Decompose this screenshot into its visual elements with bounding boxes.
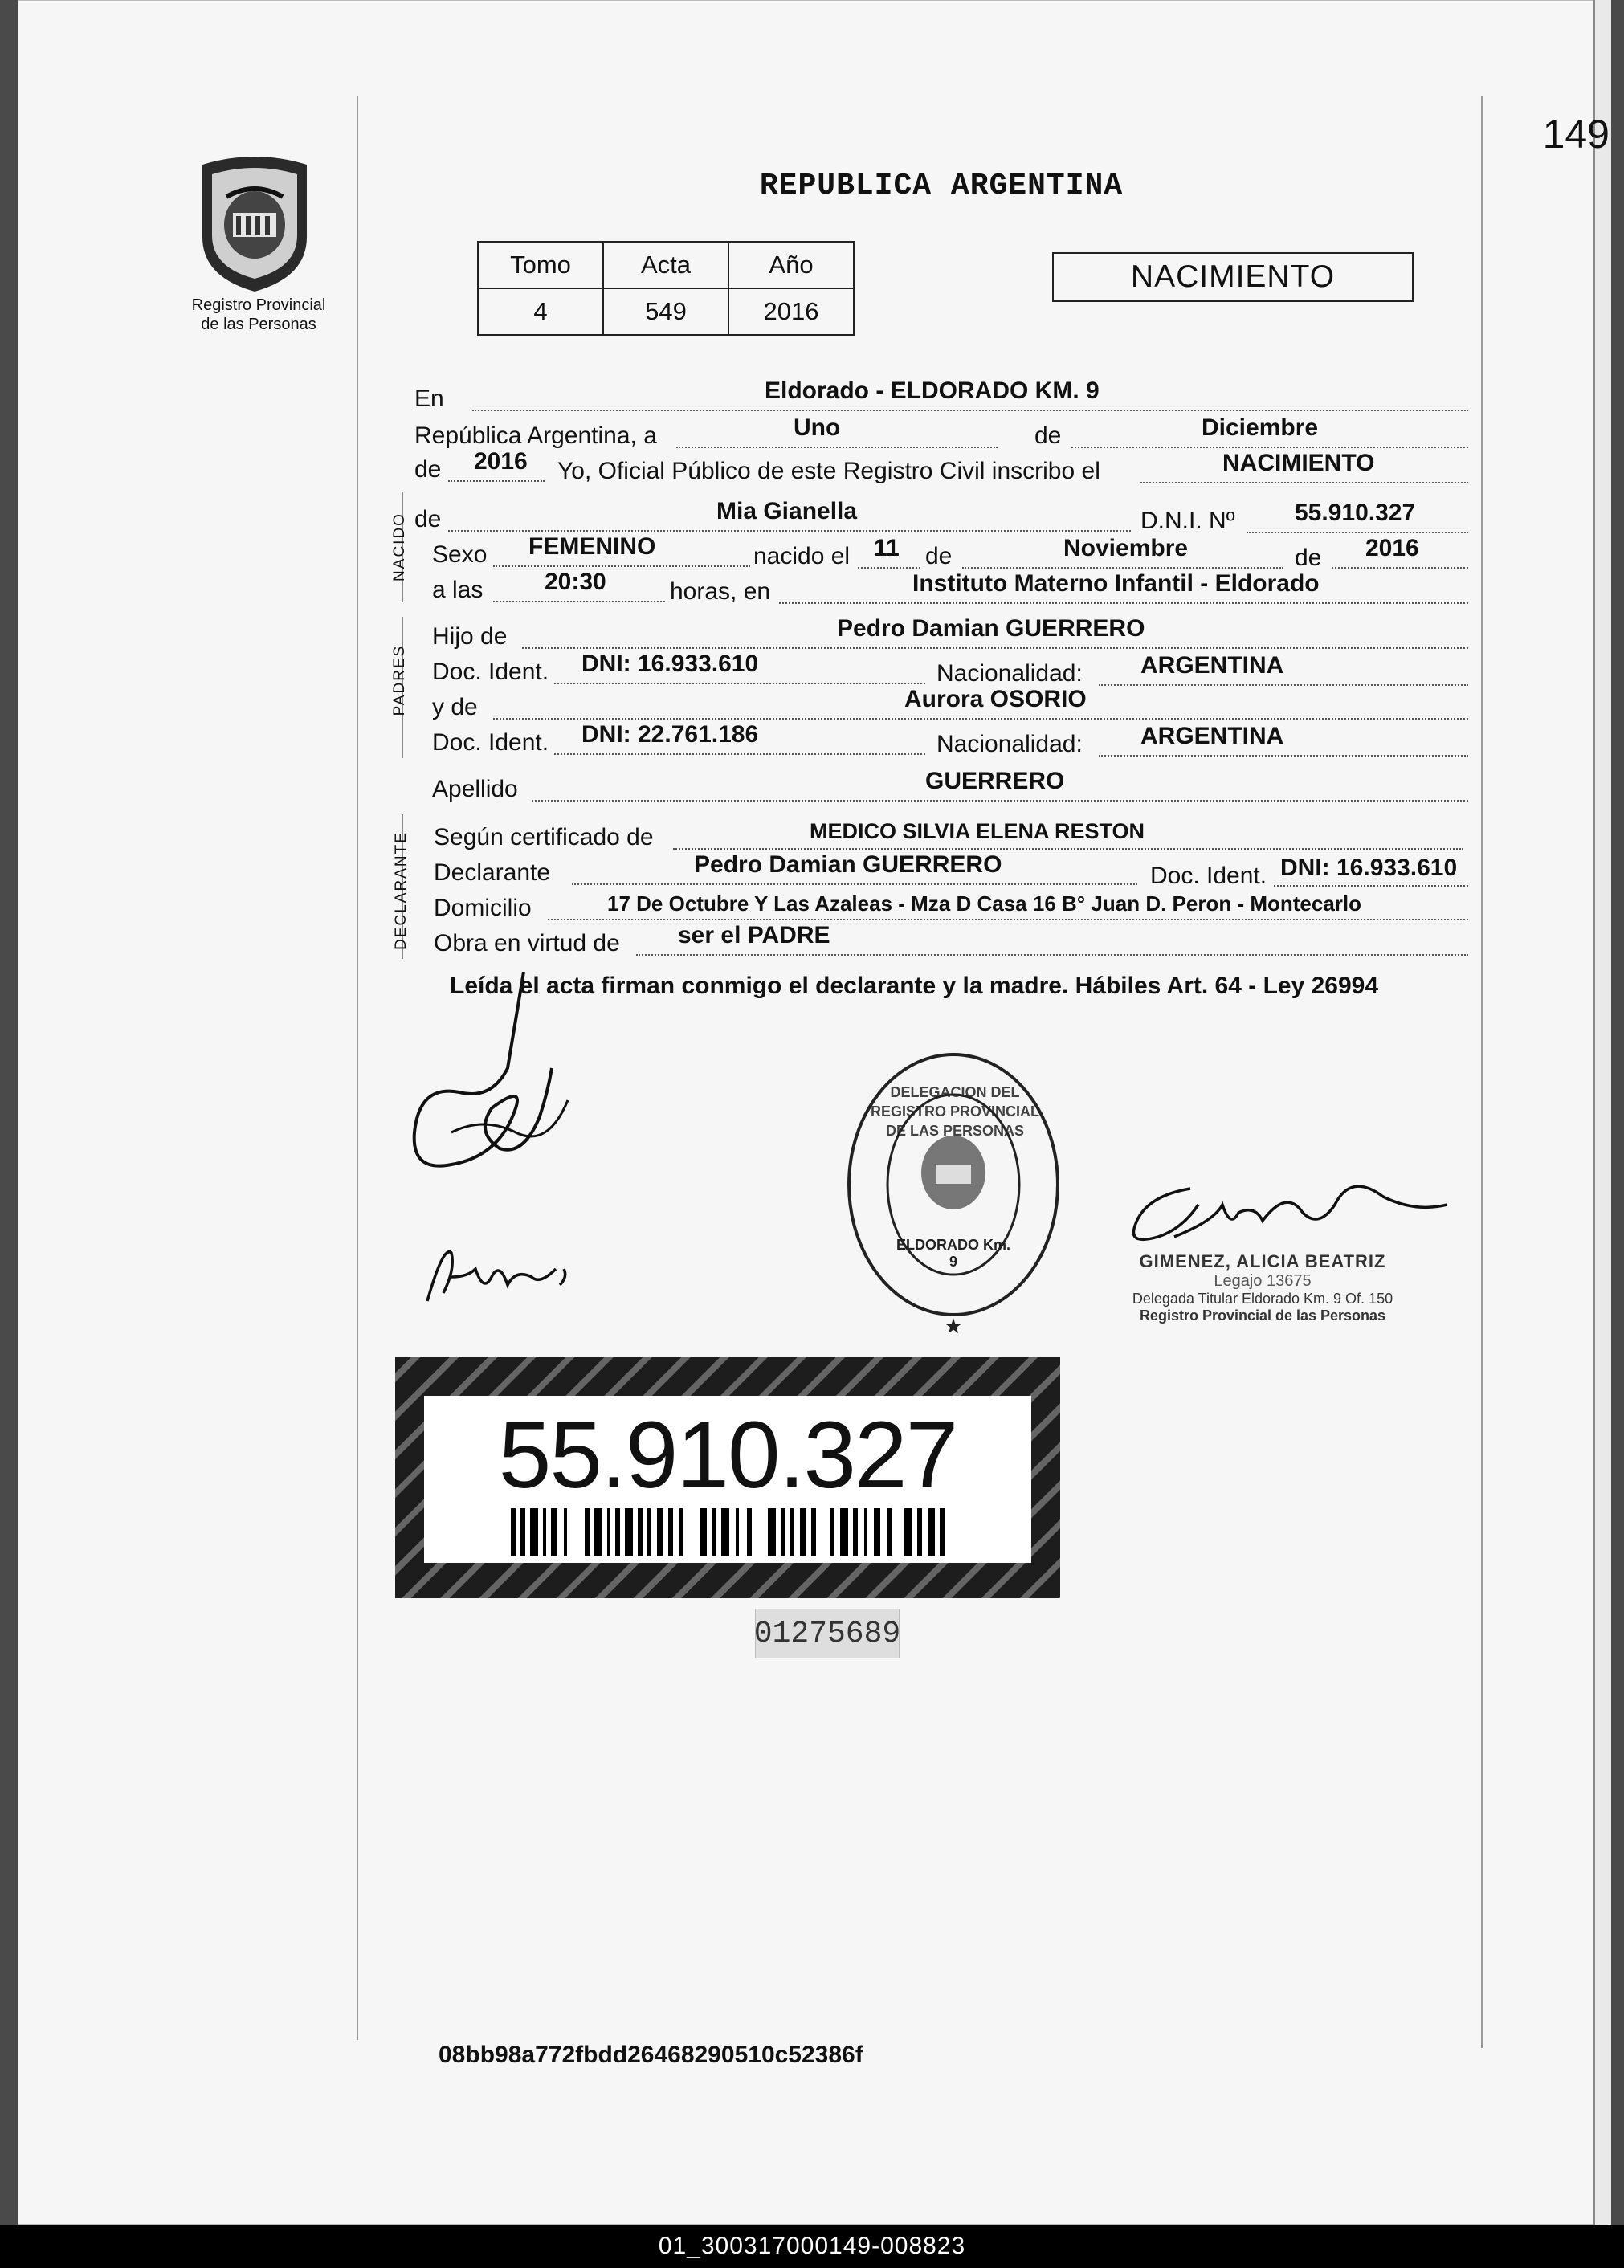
page-number: 149 (1542, 112, 1610, 157)
dots-tipo (1140, 482, 1468, 483)
label-yo: Yo, Oficial Público de este Registro Civil inscribo el (557, 458, 1100, 484)
dots-dia (676, 447, 998, 448)
serial-sticker: 01275689 (755, 1609, 900, 1658)
svg-text:★: ★ (944, 1314, 963, 1338)
right-margin-line (1481, 96, 1483, 2048)
value-domicilio: 17 De Octubre Y Las Azaleas - Mza D Casa 16 B° Juan D. Peron - Montecarlo (607, 891, 1362, 916)
dots-lugar-nac (779, 602, 1468, 604)
dots-hora (493, 601, 665, 602)
dots-nac-mes (962, 567, 1283, 569)
value-dni: 55.910.327 (1295, 500, 1416, 526)
section-label-declarante: DECLARANTE (393, 831, 410, 950)
value-tomo: 4 (478, 288, 603, 335)
dots-sexo (493, 565, 750, 567)
value-declarante-doc: DNI: 16.933.610 (1280, 855, 1458, 881)
dots-declarante (572, 883, 1137, 885)
dots-padre-doc (554, 683, 925, 684)
dots-padre (522, 647, 1468, 649)
dots-certificado (673, 848, 1463, 850)
label-domicilio: Domicilio (434, 895, 532, 921)
value-madre-nac: ARGENTINA (1140, 723, 1284, 749)
dots-obra (636, 954, 1468, 956)
madre-signature (419, 1237, 580, 1309)
dots-madre-doc (554, 753, 925, 755)
label-hijo-de: Hijo de (432, 623, 508, 650)
label-sexo: Sexo (432, 541, 488, 568)
label-declarante: Declarante (434, 859, 551, 886)
header-tomo: Tomo (478, 242, 603, 288)
label-de-anio: de (414, 456, 442, 483)
dots-mes (1071, 447, 1468, 448)
official-name: GIMENEZ, ALICIA BEATRIZ (1139, 1251, 1386, 1271)
label-obra: Obra en virtud de (434, 930, 620, 957)
value-tipo: NACIMIENTO (1222, 450, 1375, 476)
logo-caption (170, 296, 347, 334)
declarante-signature (403, 972, 580, 1261)
label-doc-ident-padre: Doc. Ident. (432, 659, 549, 685)
label-nacionalidad-madre: Nacionalidad: (936, 731, 1083, 757)
logo-caption-line2: de las Personas (201, 316, 316, 333)
dots-apellido (532, 800, 1468, 802)
reference-table (477, 241, 855, 336)
value-nac-anio: 2016 (1365, 535, 1419, 561)
value-dia: Uno (794, 414, 841, 441)
dots-madre-nac (1099, 755, 1468, 757)
value-hora: 20:30 (545, 569, 606, 595)
document-hash: 08bb98a772fbdd26468290510c52386f (439, 2042, 863, 2068)
official-signature (1126, 1156, 1447, 1253)
value-certificado: MEDICO SILVIA ELENA RESTON (810, 819, 1145, 843)
barcode-number: 55.910.327 (498, 1402, 957, 1508)
barcode-label (395, 1357, 1060, 1598)
stamp-inner-text: ELDORADO Km. 9 (896, 1237, 1010, 1270)
value-nac-mes: Noviembre (1063, 535, 1189, 561)
dots-padre-nac (1099, 684, 1468, 686)
value-lugar: Eldorado - ELDORADO KM. 9 (765, 377, 1100, 404)
logo-caption-line1: Registro Provincial (191, 296, 326, 314)
dots-domicilio (548, 919, 1468, 920)
value-acta: 549 (603, 288, 728, 335)
barcode-icon (511, 1508, 945, 1556)
label-de-mes: de (1034, 422, 1062, 449)
value-nac-dia: 11 (874, 535, 900, 561)
header-acta: Acta (603, 242, 728, 288)
label-nacido-el: nacido el (753, 543, 851, 569)
dots-madre (493, 718, 1468, 720)
value-mes: Diciembre (1202, 414, 1319, 441)
act-type-box: NACIMIENTO (1052, 252, 1414, 302)
dots-en (472, 410, 1468, 411)
section-label-nacido: NACIDO (391, 512, 408, 581)
header-anio: Año (728, 242, 854, 288)
value-anio: 2016 (474, 448, 528, 475)
label-horas-en: horas, en (670, 578, 771, 605)
sheet-edge (1593, 0, 1611, 2225)
label-segun: Según certificado de (434, 824, 654, 850)
label-y-de: y de (432, 694, 478, 720)
dots-anio (448, 480, 545, 482)
scan-footer: 01_300317000149-008823 (0, 2225, 1624, 2268)
document-sheet (18, 0, 1611, 2225)
label-de2: de (925, 543, 953, 569)
label-nacionalidad-padre: Nacionalidad: (936, 660, 1083, 687)
label-a-las: a las (432, 577, 484, 603)
label-en: En (414, 385, 444, 412)
label-nacido-de: de (414, 506, 442, 532)
value-padre-doc: DNI: 16.933.610 (581, 651, 759, 677)
label-apellido: Apellido (432, 776, 518, 802)
label-doc-ident-madre: Doc. Ident. (432, 729, 549, 756)
label-republica: República Argentina, a (414, 422, 657, 449)
official-legajo: Legajo 13675 (1214, 1272, 1312, 1290)
document-title: REPUBLICA ARGENTINA (759, 169, 1124, 203)
value-declarante: Pedro Damian GUERRERO (694, 851, 1002, 878)
value-lugar-nac: Instituto Materno Infantil - Eldorado (912, 570, 1320, 597)
value-anio: 2016 (728, 288, 854, 335)
official-block (1086, 1251, 1439, 1324)
dots-dni (1247, 532, 1468, 533)
value-nombre: Mia Gianella (716, 498, 858, 524)
dots-nac-dia (858, 567, 920, 569)
stamp-ring-text: DELEGACION DEL REGISTRO PROVINCIAL DE LAS PERSONAS (871, 1084, 1040, 1139)
barcode-panel (424, 1396, 1031, 1563)
value-padre-nac: ARGENTINA (1140, 652, 1284, 679)
closing-text: Leída el acta firman conmigo el declarante y la madre. Hábiles Art. 64 - Ley 26994 (450, 973, 1379, 999)
label-dni: D.N.I. Nº (1140, 508, 1235, 534)
value-apellido: GUERRERO (925, 768, 1065, 794)
dots-nac-anio (1332, 567, 1468, 569)
official-registro: Registro Provincial de las Personas (1139, 1307, 1386, 1324)
province-seal-icon (186, 149, 323, 293)
value-madre: Aurora OSORIO (904, 686, 1087, 712)
dots-declarante-doc (1274, 885, 1468, 887)
label-de3: de (1295, 545, 1322, 571)
label-doc-ident-declarante: Doc. Ident. (1150, 863, 1267, 889)
dots-nombre (448, 530, 1131, 532)
official-cargo: Delegada Titular Eldorado Km. 9 Of. 150 (1132, 1291, 1393, 1307)
value-sexo: FEMENINO (528, 533, 656, 560)
value-madre-doc: DNI: 22.761.186 (581, 721, 759, 748)
section-label-padres: PADRES (391, 644, 408, 716)
value-obra: ser el PADRE (678, 922, 830, 948)
left-margin-line (357, 96, 358, 2040)
value-padre: Pedro Damian GUERRERO (837, 615, 1145, 642)
